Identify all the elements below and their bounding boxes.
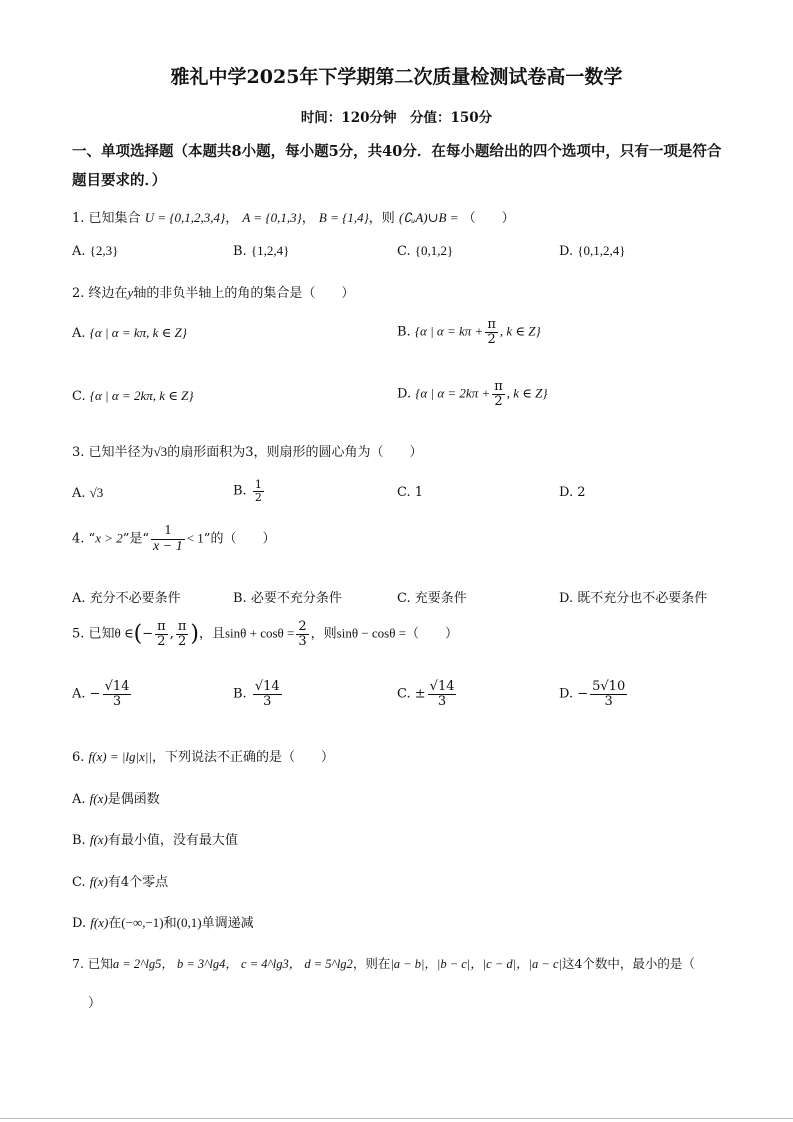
q4-condition-2: < 1 (186, 530, 204, 546)
q1-option-d-label: D. (559, 244, 574, 259)
q5-option-b[interactable] (233, 680, 284, 708)
q6-option-b-func: f(x) (89, 832, 108, 847)
q2-option-d-post: , k ∈ Z} (506, 385, 548, 401)
q5-option-a-denominator: 3 (112, 693, 122, 709)
q3-option-d[interactable]: D. 2 (559, 485, 586, 500)
q5-option-d[interactable]: D. − $\frac{5√10}{3}$ (559, 679, 626, 709)
q1-option-d[interactable] (559, 243, 625, 259)
q6-option-b[interactable] (72, 829, 238, 848)
q6-option-c-func: f(x) (89, 874, 108, 889)
q1-option-d-value: {0,1,2,4} (577, 243, 626, 258)
page-title: 雅礼中学2025年下学期第二次质量检测试卷高一数学 (170, 66, 623, 88)
q6-option-d-text-1: 在 (108, 916, 122, 931)
q5-sum-numerator: 2 (298, 619, 307, 634)
q6-option-c[interactable] (72, 871, 168, 890)
q3-option-c[interactable]: C. 1 (397, 485, 424, 500)
q4-quote-open: 4. “ (72, 531, 96, 547)
q6-option-d-interval-1: (−∞,−1) (121, 915, 164, 930)
q7-answer-close: ） (88, 996, 102, 1011)
q6-option-a-func: f(x) (89, 791, 108, 806)
q3-stem-1: 3. 已知半径为 (72, 445, 154, 460)
q6-option-d-interval-2: (0,1) (176, 915, 202, 930)
q2-option-d[interactable] (397, 380, 548, 408)
q2-stem-1: 2. 终边在 (72, 286, 128, 301)
question-2 (72, 282, 354, 301)
q2-option-d-denominator: 2 (494, 393, 503, 409)
q6-option-b-label: B. (72, 833, 86, 848)
q3-radius: √3 (153, 444, 168, 459)
q3-option-a-value: √3 (89, 485, 104, 500)
question-6 (72, 746, 334, 765)
q3-option-b[interactable] (233, 479, 266, 503)
q5-option-c-denominator: 3 (437, 693, 447, 709)
page-bottom-divider (0, 1118, 793, 1119)
q7-stem-1: 7. 已知 (72, 956, 113, 971)
q2-option-d-label: D. (397, 386, 412, 402)
q5-option-a[interactable]: A. − $\frac{√14}{3}$ (72, 679, 130, 709)
q5-option-b-numerator: √14 (254, 679, 280, 694)
q2-option-d-numerator: π (494, 379, 503, 394)
q4-option-a[interactable]: A. 充分不必要条件 (72, 591, 181, 606)
q7-stem-3: 这4个数中，最小的是（ (561, 956, 695, 971)
q1-answer-blank: （ ） (462, 211, 515, 226)
q4-condition-1: x > 2 (95, 530, 123, 546)
q5-right-denominator: 2 (177, 633, 187, 649)
exam-info: 时间：120分钟 分值：150分 (300, 110, 493, 126)
q5-option-d-label: D. (559, 686, 574, 702)
q6-option-d-label: D. (72, 916, 87, 931)
q3-option-b-denominator: 2 (254, 490, 262, 504)
q5-stem-2: ，且 (198, 626, 225, 642)
q6-option-d[interactable] (72, 912, 254, 931)
q2-option-d-pre: {α | α = 2kπ + (415, 385, 491, 401)
q2-option-c[interactable] (72, 388, 194, 404)
q5-left-numerator: π (157, 619, 166, 634)
q5-option-b-denominator: 3 (263, 693, 272, 709)
q5-answer-blank: （ ） (406, 626, 459, 642)
q1-set-a: A = {0,1,3} (242, 210, 302, 225)
q4-numerator: 1 (151, 524, 185, 540)
q6-option-c-text: 有4个零点 (107, 875, 169, 890)
q4-option-c[interactable]: C. 充要条件 (397, 591, 467, 606)
q7-variables: a = 2^lg5， b = 3^lg4， c = 4^lg3， d = 5^lg2 (112, 957, 353, 971)
q5-option-d-numerator: 5√10 (592, 679, 626, 694)
q5-left-denominator: 2 (157, 633, 166, 649)
q6-option-a[interactable] (72, 788, 160, 807)
q5-stem-3: ，则 (310, 626, 337, 642)
q2-option-a-value: {α | α = kπ, k ∈ Z} (89, 325, 187, 340)
q2-axis: y (127, 285, 134, 300)
q1-expression: (∁ᵤA)∪B = (398, 210, 459, 225)
q2-option-a-label: A. (72, 326, 86, 341)
q1-set-b: B = {1,4} (318, 210, 369, 225)
q4-option-b[interactable]: B. 必要不充分条件 (233, 591, 342, 606)
q1-option-b[interactable] (233, 243, 289, 259)
q5-stem-1: 5. 已知 (72, 626, 115, 642)
q1-tail: ，则 (368, 211, 395, 226)
q4-quote-close: ”的（ ） (203, 531, 276, 547)
q6-number: 6. (72, 750, 85, 765)
q2-option-b[interactable] (397, 318, 541, 346)
q6-option-d-text-3: 单调递减 (201, 916, 254, 931)
q5-option-c[interactable]: C. ± $\frac{√14}{3}$ (397, 679, 455, 709)
q6-function: f(x) = |lg|x|| (88, 749, 153, 764)
q6-stem: ，下列说法不正确的是（ ） (152, 750, 335, 765)
q6-option-d-text-2: 和 (163, 916, 177, 931)
q2-option-c-label: C. (72, 389, 86, 404)
q6-option-d-func: f(x) (90, 915, 109, 930)
q1-option-b-value: {1,2,4} (250, 243, 290, 258)
q1-option-c[interactable] (397, 243, 453, 259)
q1-option-a-value: {2,3} (89, 243, 119, 258)
q5-option-d-denominator: 3 (604, 693, 613, 709)
q1-option-c-label: C. (397, 244, 411, 259)
q3-stem-2: 的扇形面积为3，则扇形的圆心角为（ ） (167, 445, 423, 460)
q5-theta: θ ∈ (114, 625, 134, 641)
q1-option-b-label: B. (233, 244, 247, 259)
q3-option-b-numerator: 1 (254, 478, 262, 491)
q5-option-c-label: C. (397, 686, 411, 702)
q2-option-b-pre: {α | α = kπ + (414, 323, 484, 339)
question-3 (72, 441, 422, 460)
q1-stem: 1. 已知集合 (72, 211, 141, 226)
q5-option-c-numerator: √14 (429, 679, 455, 694)
q2-option-b-numerator: π (487, 317, 496, 332)
question-1: 1. 已知集合 U = {0,1,2,3,4}， A = {0,1,3}， B = {1,4}，则 (∁ᵤA)∪B = （ ） (72, 210, 515, 226)
q3-option-a[interactable] (72, 485, 103, 501)
q3-option-b-label: B. (233, 483, 247, 499)
q5-difference: sinθ − cosθ = (336, 625, 407, 641)
q2-option-b-denominator: 2 (487, 331, 496, 347)
question-4 (72, 524, 275, 554)
q4-denominator: x − 1 (153, 538, 183, 554)
q2-option-b-label: B. (397, 324, 411, 340)
q6-option-c-label: C. (72, 875, 86, 890)
q2-stem-2: 轴的非负半轴上的角的集合是（ ） (133, 286, 355, 301)
q4-quote-mid: ”是“ (122, 531, 150, 547)
q5-option-a-label: A. (72, 686, 86, 702)
q7-abs-values: |a − b|，|b − c|，|c − d|，|a − c| (390, 957, 562, 971)
q5-option-b-label: B. (233, 686, 247, 702)
question-7 (72, 954, 695, 972)
q3-option-a-label: A. (72, 486, 86, 501)
q6-option-b-text: 有最小值，没有最大值 (107, 833, 238, 848)
question-5: 5. 已知θ ∈(− $\frac{\pi}{2}$ , $\frac{\pi}{2}$ )，且sinθ + cosθ = $\frac{2}{3}$ ，则sinθ − cosθ =（ ） (72, 619, 459, 649)
q4-option-d[interactable]: D. 既不充分也不必要条件 (559, 591, 708, 606)
q6-option-a-label: A. (72, 792, 86, 807)
q5-right-numerator: π (177, 619, 187, 634)
q7-stem-2: ，则在 (352, 956, 391, 971)
q6-option-a-text: 是偶函数 (107, 792, 160, 807)
q1-set-u: U = {0,1,2,3,4} (144, 210, 226, 225)
q5-option-a-numerator: √14 (104, 679, 130, 694)
q2-option-b-post: , k ∈ Z} (499, 323, 541, 339)
section-heading: 一、单项选择题（本题共8小题，每小题5分，共40分．在每小题给出的四个选项中，只有一项是符合题目要求的．） (72, 143, 722, 189)
q5-sum: sinθ + cosθ = (225, 625, 295, 641)
q5-sum-denominator: 3 (298, 633, 307, 649)
q2-option-c-value: {α | α = 2kπ, k ∈ Z} (89, 388, 194, 403)
q1-option-c-value: {0,1,2} (414, 243, 454, 258)
q1-option-a-label: A. (72, 244, 86, 259)
q2-option-a[interactable] (72, 325, 187, 341)
q1-option-a[interactable] (72, 243, 118, 259)
